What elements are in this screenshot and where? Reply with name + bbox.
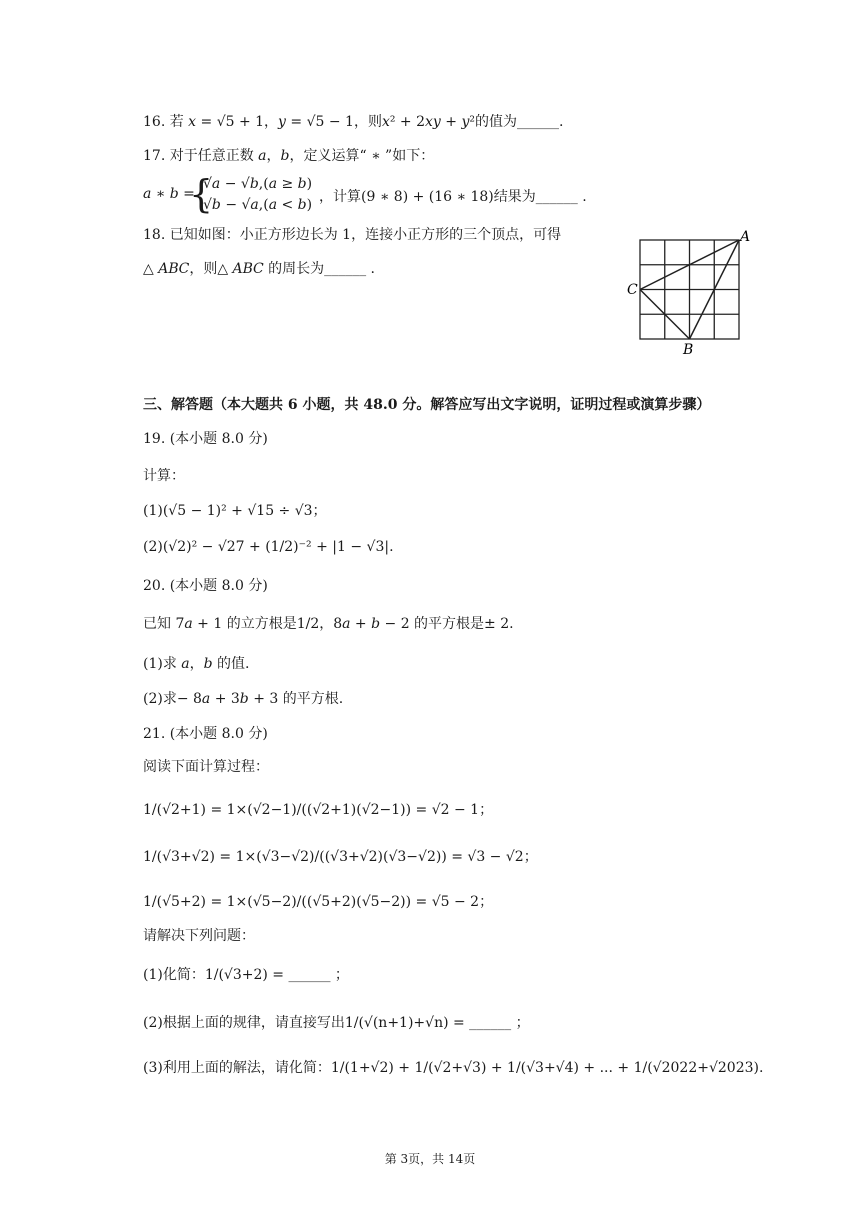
question-18-line2: △ 𝐴𝐵𝐶，则△ 𝐴𝐵𝐶 的周长为______ .	[143, 261, 376, 277]
question-21-example1: 1/(√2+1) = 1×(√2−1)/((√2+1)(√2−1)) = √2 − 1；	[143, 802, 494, 818]
question-19-part2: (2)(√2)² − √27 + (1/2)⁻² + |1 − √3|.	[143, 539, 394, 555]
question-21-heading: 21. (本小题 8.0 分)	[143, 726, 268, 742]
vertex-a-label: A	[740, 229, 751, 245]
question-18-line1: 18. 已知如图：小正方形边长为 1，连接小正方形的三个顶点，可得	[143, 227, 562, 243]
question-21-ask: 请解决下列问题：	[143, 928, 255, 944]
section-3-heading: 三、解答题（本大题共 6 小题，共 48.0 分。解答应写出文字说明，证明过程或演算步骤）	[143, 397, 711, 413]
question-21-part3: (3)利用上面的解法，请化简：1/(1+√2) + 1/(√2+√3) + 1/(√3+√4) + ... + 1/(√2022+√2023).	[143, 1060, 764, 1076]
question-17-intro: 17. 对于任意正数 𝑎，𝑏，定义运算“ ∗ ”如下：	[143, 148, 435, 164]
question-21-example2: 1/(√3+√2) = 1×(√3−√2)/((√3+√2)(√3−√2)) = √3 − √2；	[143, 849, 538, 865]
triangle-diagram	[622, 228, 758, 356]
question-21-part2: (2)根据上面的规律，请直接写出1/(√(n+1)+√n) = ______ ；	[143, 1015, 530, 1031]
page-footer: 第 3页，共 14页	[384, 1152, 476, 1166]
question-20-heading: 20. (本小题 8.0 分)	[143, 578, 268, 594]
question-20-text: 已知 7𝑎 + 1 的立方根是1/2，8𝑎 + 𝑏 − 2 的平方根是± 2.	[143, 616, 514, 632]
question-20-part2: (2)求− 8𝑎 + 3𝑏 + 3 的平方根.	[143, 691, 344, 707]
question-21-part1: (1)化简：1/(√3+2) = ______ ；	[143, 967, 349, 983]
question-21-example3: 1/(√5+2) = 1×(√5−2)/((√5+2)(√5−2)) = √5 − 2；	[143, 894, 494, 910]
vertex-b-label: B	[683, 342, 694, 356]
def-lhs: 𝑎 ∗ 𝑏 =	[143, 186, 195, 202]
case-1: √𝑎 − √𝑏,(𝑎 ≥ 𝑏)	[203, 176, 313, 192]
question-16: 16. 若 𝑥 = √5 + 1，𝑦 = √5 − 1，则𝑥² + 2𝑥𝑦 + 𝑦²的值为______.	[143, 114, 564, 130]
vertex-c-label: C	[627, 282, 638, 298]
question-19-intro: 计算：	[143, 468, 185, 484]
question-21-intro: 阅读下面计算过程：	[143, 759, 269, 775]
square-grid-figure	[622, 228, 758, 360]
brace: {	[189, 172, 214, 216]
question-19-heading: 19. (本小题 8.0 分)	[143, 431, 268, 447]
question-20-part1: (1)求 𝑎，𝑏 的值.	[143, 656, 250, 672]
question-19-part1: (1)(√5 − 1)² + √15 ÷ √3；	[143, 503, 327, 519]
def-tail: ，计算(9 ∗ 8) + (16 ∗ 18)结果为______ .	[319, 189, 587, 205]
case-2: √𝑏 − √𝑎,(𝑎 < 𝑏)	[203, 197, 313, 213]
